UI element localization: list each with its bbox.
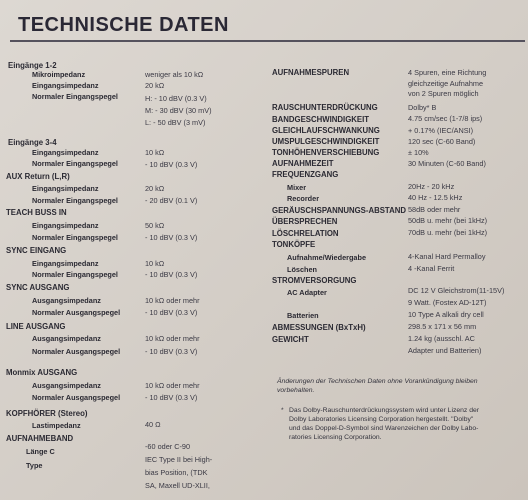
heading-eingaenge-1-2: Eingänge 1-2 bbox=[8, 61, 57, 70]
title-divider bbox=[10, 40, 525, 42]
label-eingangsimpedanz-teach: Eingangsimpedanz bbox=[32, 221, 99, 230]
notice-line-1: Änderungen der Technischen Daten ohne Vorankündigung bleiben bbox=[277, 378, 478, 385]
label-gleichlaufschwankung: GLEICHLAUFSCHWANKUNG bbox=[272, 126, 380, 135]
value-mixer: 20Hz - 20 kHz bbox=[408, 182, 455, 191]
value-eingangsimpedanz-sync: 10 kΩ bbox=[145, 259, 165, 268]
value-ac-adapter-2: 9 Watt. (Fostex AD-12T) bbox=[408, 298, 487, 307]
label-lastimpedanz: Lastimpedanz bbox=[32, 421, 81, 430]
label-aufnahmespuren: AUFNAHMESPUREN bbox=[272, 68, 350, 77]
label-loeschen: Löschen bbox=[287, 265, 318, 274]
label-recorder: Recorder bbox=[287, 194, 320, 203]
value-aufnahmezeit: 30 Minuten (C-60 Band) bbox=[408, 159, 486, 168]
value-bandgeschwindigkeit: 4.75 cm/sec (1-7/8 ips) bbox=[408, 114, 483, 123]
value-eingangspegel-3-4: - 10 dBV (0.3 V) bbox=[145, 160, 198, 169]
label-tonkoepfe: TONKÖPFE bbox=[272, 240, 316, 249]
value-ausgangspegel-line: - 10 dBV (0.3 V) bbox=[145, 347, 198, 356]
value-eingangsimpedanz-aux: 20 kΩ bbox=[145, 184, 165, 193]
heading-eingaenge-3-4: Eingänge 3-4 bbox=[8, 138, 57, 147]
value-type-line-3: SA, Maxell UD-XLII, bbox=[145, 481, 210, 490]
value-aufnahmespuren-3: von 2 Spuren möglich bbox=[408, 89, 479, 98]
label-mikroimpedanz: Mikroimpedanz bbox=[32, 70, 86, 79]
label-tonhoehenverschiebung: TONHÖHENVERSCHIEBUNG bbox=[272, 148, 380, 157]
value-gewicht-1: 1.24 kg (ausschl. AC bbox=[408, 334, 475, 343]
value-eingangspegel-m: M: - 30 dBV (30 mV) bbox=[145, 106, 212, 115]
label-eingangsimpedanz-sync: Eingangsimpedanz bbox=[32, 259, 99, 268]
value-ac-adapter-1: DC 12 V Gleichstrom(11-15V) bbox=[408, 286, 505, 295]
footnote-line-4: ratories Licensing Corporation. bbox=[289, 434, 382, 441]
label-ausgangsimpedanz-line: Ausgangsimpedanz bbox=[32, 334, 101, 343]
label-aufnahmezeit: AUFNAHMEZEIT bbox=[272, 159, 334, 168]
label-ausgangspegel-line: Normaler Ausgangspegel bbox=[32, 347, 121, 356]
heading-kopfhoerer: KOPFHÖRER (Stereo) bbox=[6, 409, 88, 418]
label-mixer: Mixer bbox=[287, 183, 307, 192]
value-ausgangsimpedanz-monmix: 10 kΩ oder mehr bbox=[145, 381, 200, 390]
value-gewicht-2: Adapter und Batterien) bbox=[408, 346, 482, 355]
value-eingangspegel-sync: - 10 dBV (0.3 V) bbox=[145, 270, 198, 279]
label-uebersprechen: ÜBERSPRECHEN bbox=[272, 217, 338, 226]
label-eingangsimpedanz-3-4: Eingangsimpedanz bbox=[32, 148, 99, 157]
footnote-line-3: und das Doppel-D-Symbol sind Warenzeichen der Dolby Labo- bbox=[289, 425, 479, 432]
label-eingangspegel-sync: Normaler Eingangspegel bbox=[32, 270, 118, 279]
heading-sync-eingang: SYNC EINGANG bbox=[6, 246, 67, 255]
value-type-line-2: bias Position, (TDK bbox=[145, 468, 208, 477]
label-frequenzgang: FREQUENZGANG bbox=[272, 170, 339, 179]
heading-monmix-ausgang: Monmix AUSGANG bbox=[6, 368, 78, 377]
notice-line-2: vorbehalten. bbox=[277, 387, 315, 394]
label-gewicht: GEWICHT bbox=[272, 335, 309, 344]
label-eingangspegel-3-4: Normaler Eingangspegel bbox=[32, 159, 118, 168]
value-uebersprechen: 50dB u. mehr (bei 1kHz) bbox=[408, 216, 488, 225]
label-eingangspegel-aux: Normaler Eingangspegel bbox=[32, 196, 118, 205]
label-geraeuschspannungsabstand: GERÄUSCHSPANNUNGS-ABSTAND bbox=[272, 206, 406, 215]
label-eingangspegel-1-2: Normaler Eingangspegel bbox=[32, 92, 118, 101]
value-eingangspegel-l: L: - 50 dBV (3 mV) bbox=[145, 118, 206, 127]
heading-aux-return: AUX Return (L,R) bbox=[6, 172, 70, 181]
value-gleichlaufschwankung: + 0.17% (IEC/ANSI) bbox=[408, 126, 474, 135]
label-umspulgeschwindigkeit: UMSPULGESCHWINDIGKEIT bbox=[272, 137, 380, 146]
value-type-line-1: IEC Type II bei High- bbox=[145, 455, 213, 464]
value-batterien: 10 Type A alkali dry cell bbox=[408, 310, 484, 319]
value-eingangspegel-teach: - 10 dBV (0.3 V) bbox=[145, 233, 198, 242]
value-mikroimpedanz: weniger als 10 kΩ bbox=[145, 70, 204, 79]
value-eingangsimpedanz-3-4: 10 kΩ bbox=[145, 148, 165, 157]
value-aufnahmespuren-1: 4 Spuren, eine Richtung bbox=[408, 68, 487, 77]
label-eingangsimpedanz-aux: Eingangsimpedanz bbox=[32, 184, 99, 193]
label-aufnahme-wiedergabe: Aufnahme/Wiedergabe bbox=[287, 253, 366, 262]
value-laenge: -60 oder C-90 bbox=[145, 442, 191, 451]
label-rauschunterdrueckung: RAUSCHUNTERDRÜCKUNG bbox=[272, 103, 378, 112]
label-ausgangsimpedanz-monmix: Ausgangsimpedanz bbox=[32, 381, 101, 390]
footnote-line-2: Dolby Laboratories Licensing Corporation hergestellt. "Dolby" bbox=[289, 416, 474, 423]
heading-aufnahmeband: AUFNAHMEBAND bbox=[6, 434, 74, 443]
value-tonhoehenverschiebung: ± 10% bbox=[408, 148, 429, 157]
value-ausgangspegel-sync: - 10 dBV (0.3 V) bbox=[145, 308, 198, 317]
heading-line-ausgang: LINE AUSGANG bbox=[6, 322, 66, 331]
value-eingangspegel-aux: - 20 dBV (0.1 V) bbox=[145, 196, 198, 205]
value-umspulgeschwindigkeit: 120 sec (C-60 Band) bbox=[408, 137, 476, 146]
value-ausgangsimpedanz-line: 10 kΩ oder mehr bbox=[145, 334, 200, 343]
label-ausgangspegel-monmix: Normaler Ausgangspegel bbox=[32, 393, 121, 402]
value-ausgangspegel-monmix: - 10 dBV (0.3 V) bbox=[145, 393, 198, 402]
value-ausgangsimpedanz-sync: 10 kΩ oder mehr bbox=[145, 296, 200, 305]
heading-teach-buss-in: TEACH BUSS IN bbox=[6, 208, 67, 217]
label-ausgangsimpedanz-sync: Ausgangsimpedanz bbox=[32, 296, 101, 305]
label-batterien: Batterien bbox=[287, 311, 319, 320]
label-bandgeschwindigkeit: BANDGESCHWINDIGKEIT bbox=[272, 115, 370, 124]
label-type: Type bbox=[26, 461, 43, 470]
value-aufnahmespuren-2: gleichzeitige Aufnahme bbox=[408, 79, 484, 88]
value-rauschunterdrueckung: Dolby* B bbox=[408, 103, 437, 112]
label-abmessungen: ABMESSUNGEN (BxTxH) bbox=[272, 323, 366, 332]
label-eingangspegel-teach: Normaler Eingangspegel bbox=[32, 233, 118, 242]
value-aufnahme-wiedergabe: 4-Kanal Hard Permalloy bbox=[408, 252, 486, 261]
page-title: TECHNISCHE DATEN bbox=[18, 14, 229, 36]
label-stromversorgung: STROMVERSORGUNG bbox=[272, 276, 357, 285]
value-eingangspegel-h: H: - 10 dBV (0.3 V) bbox=[145, 94, 207, 103]
value-eingangsimpedanz-1-2: 20 kΩ bbox=[145, 81, 165, 90]
label-loeschrelation: LÖSCHRELATION bbox=[272, 229, 339, 238]
label-eingangsimpedanz-1-2: Eingangsimpedanz bbox=[32, 81, 99, 90]
value-abmessungen: 298.5 x 171 x 56 mm bbox=[408, 322, 477, 331]
label-ac-adapter: AC Adapter bbox=[287, 288, 327, 297]
label-ausgangspegel-sync: Normaler Ausgangspegel bbox=[32, 308, 121, 317]
value-eingangsimpedanz-teach: 50 kΩ bbox=[145, 221, 165, 230]
footnote-mark: * bbox=[281, 407, 284, 414]
footnote-line-1: Das Dolby-Rauschunterdrückungssystem wird unter Lizenz der bbox=[289, 407, 480, 414]
value-loeschrelation: 70dB u. mehr (bei 1kHz) bbox=[408, 228, 488, 237]
value-lastimpedanz: 40 Ω bbox=[145, 420, 161, 429]
heading-sync-ausgang: SYNC AUSGANG bbox=[6, 283, 70, 292]
label-laenge: Länge C bbox=[26, 447, 55, 456]
value-geraeuschspannungsabstand: 58dB oder mehr bbox=[408, 205, 461, 214]
value-loeschen: 4 -Kanal Ferrit bbox=[408, 264, 455, 273]
value-recorder: 40 Hz - 12.5 kHz bbox=[408, 193, 463, 202]
